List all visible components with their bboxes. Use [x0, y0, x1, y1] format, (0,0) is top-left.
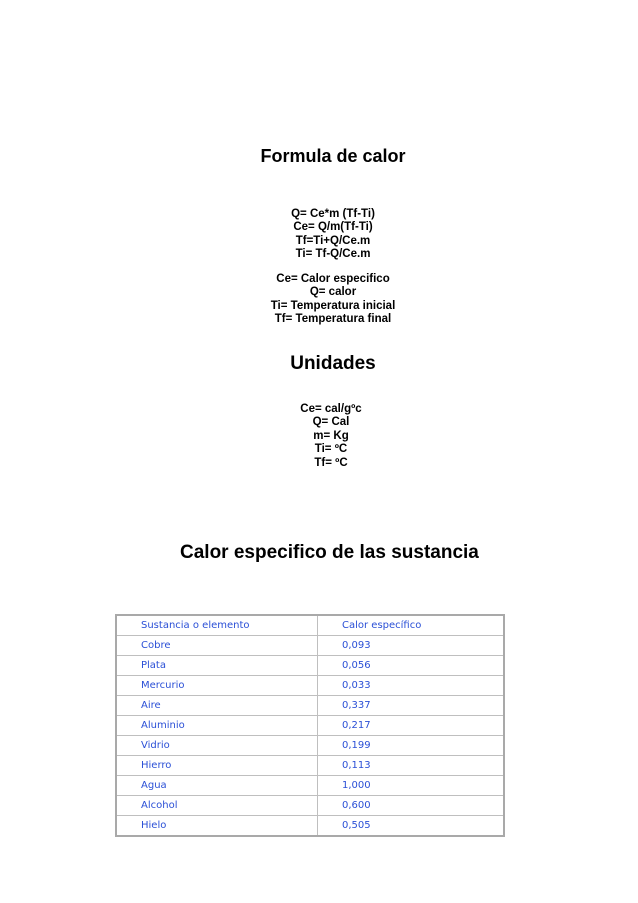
- substance-cell: Hielo: [117, 816, 318, 835]
- value-cell: 0,337: [342, 700, 371, 711]
- table-row: [117, 735, 503, 755]
- unit-line: Ce= cal/gºc: [300, 403, 362, 415]
- substance-cell: Plata: [117, 656, 318, 675]
- substance-cell: Agua: [117, 776, 318, 795]
- value-cell: 0,093: [342, 640, 371, 651]
- table-row: [117, 755, 503, 775]
- table-row: [117, 695, 503, 715]
- units-list: [12, 403, 638, 470]
- table-row: [117, 715, 503, 735]
- definition-line: Ce= Calor especifico: [276, 273, 390, 285]
- definition-line: Q= calor: [309, 286, 357, 299]
- formula-line: Tf=Ti+Q/Ce.m: [295, 234, 371, 247]
- table-row: [117, 775, 503, 795]
- table-row: [117, 815, 503, 835]
- table-header-cell: Calor específico: [342, 620, 422, 631]
- specific-heat-table: [115, 614, 505, 837]
- definition-line: Tf= Temperatura final: [274, 313, 392, 326]
- value-cell: 0,600: [342, 800, 371, 811]
- value-cell: 1,000: [342, 780, 371, 791]
- value-cell: 0,056: [342, 660, 371, 671]
- table-row: [117, 675, 503, 695]
- definition-line: Ti= Temperatura inicial: [270, 299, 396, 312]
- formula-line: Q= Ce*m (Tf-Ti): [291, 208, 375, 220]
- substance-cell: Alcohol: [117, 796, 318, 815]
- value-cell: 0,217: [342, 720, 371, 731]
- formula-line: Ti= Tf-Q/Ce.m: [295, 248, 371, 261]
- value-cell: 0,113: [342, 760, 371, 771]
- value-cell: 0,505: [342, 820, 371, 831]
- substance-cell: Vidrio: [117, 736, 318, 755]
- substance-cell: Hierro: [117, 756, 318, 775]
- formula-line: Ce= Q/m(Tf-Ti): [293, 221, 373, 234]
- table-header-row: [117, 616, 503, 635]
- table-row: [117, 655, 503, 675]
- value-cell: 0,199: [342, 740, 371, 751]
- unit-line: Q= Cal: [312, 416, 350, 429]
- formula-title: Formula de calor: [260, 146, 406, 166]
- table-row: [117, 795, 503, 815]
- unit-line: Ti= ºC: [314, 443, 348, 456]
- substance-cell: Aluminio: [117, 716, 318, 735]
- substance-cell: Mercurio: [117, 676, 318, 695]
- value-cell: 0,033: [342, 680, 371, 691]
- specific-heat-title: Calor especifico de las sustancia: [180, 542, 479, 563]
- substance-cell: Cobre: [117, 636, 318, 655]
- definition-list: [14, 273, 638, 327]
- table-header-cell: Sustancia o elemento: [117, 616, 318, 635]
- unit-line: m= Kg: [313, 429, 349, 442]
- table-row: [117, 635, 503, 655]
- units-title: Unidades: [290, 353, 376, 374]
- formula-list: [14, 208, 638, 262]
- unit-line: Tf= ºC: [314, 456, 348, 469]
- substance-cell: Aire: [117, 696, 318, 715]
